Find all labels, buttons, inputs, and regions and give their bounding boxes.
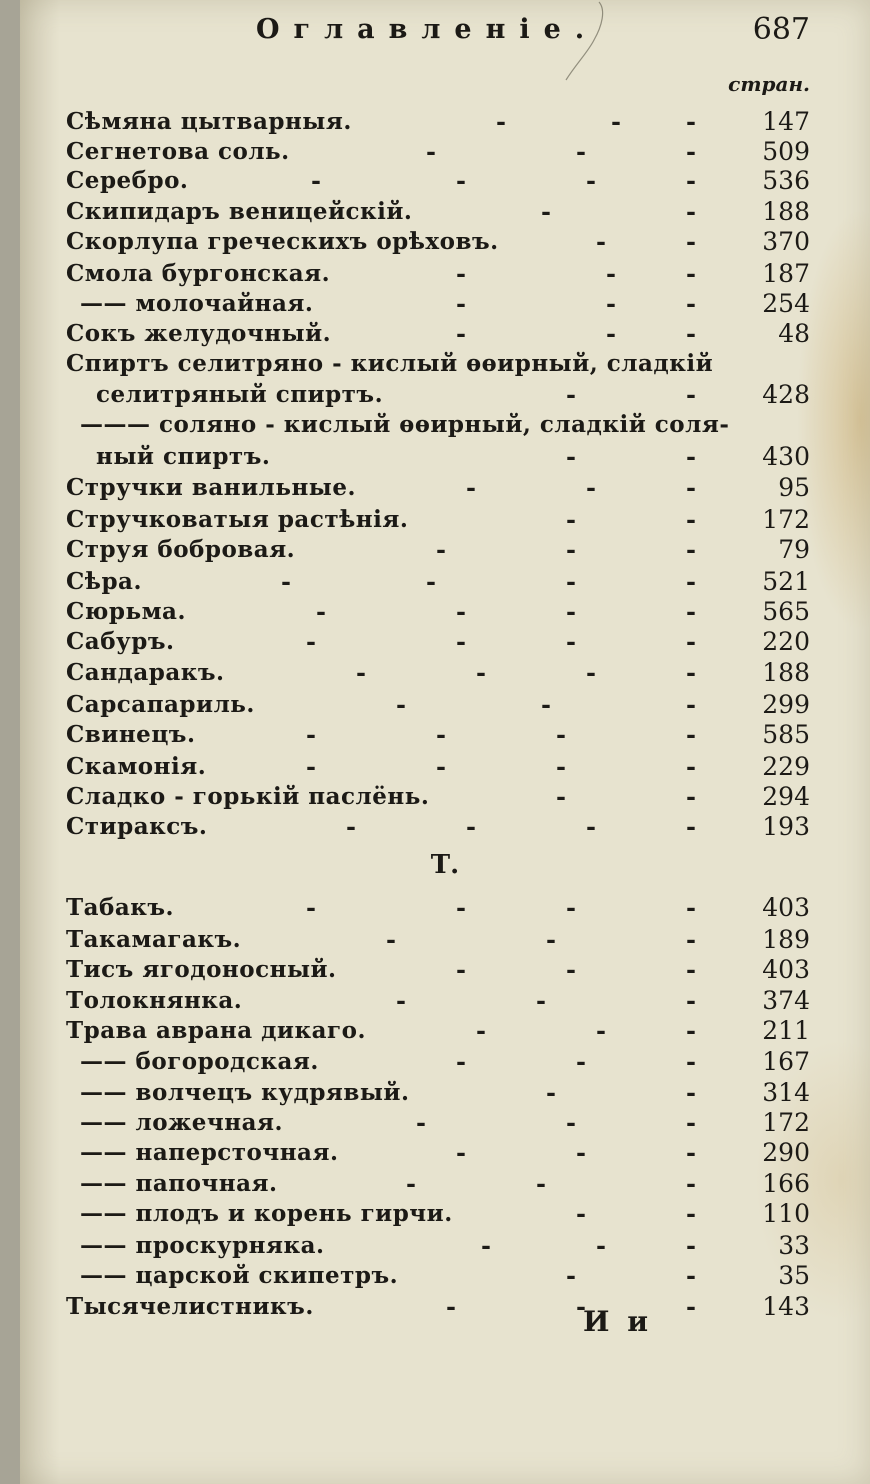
leader-dash: - xyxy=(566,955,576,984)
entry-page-number: 95 xyxy=(778,473,810,502)
leader-dash: - xyxy=(586,658,596,687)
leader-dash: - xyxy=(466,812,476,841)
entry-page-number: 48 xyxy=(778,319,810,348)
leader-dash: - xyxy=(686,597,696,626)
leader-dash: - xyxy=(686,289,696,318)
toc-entry xyxy=(66,955,810,985)
entry-page-number: 370 xyxy=(762,227,810,256)
entry-page-number: 220 xyxy=(762,627,810,656)
leader-dash: - xyxy=(446,1292,456,1321)
leader-dash: - xyxy=(686,690,696,719)
toc-entry xyxy=(66,720,810,750)
entry-page-number: 188 xyxy=(762,658,810,687)
leader-dash: - xyxy=(686,658,696,687)
leader-dash: - xyxy=(576,1199,586,1228)
leader-dash: - xyxy=(686,259,696,288)
section-heading-t: Т. xyxy=(430,850,460,880)
toc-entry xyxy=(66,380,810,410)
leader-dash: - xyxy=(686,1138,696,1167)
toc-entry xyxy=(66,658,810,688)
toc-entry xyxy=(66,410,810,440)
entry-page-number: 211 xyxy=(762,1016,810,1045)
leader-dash: - xyxy=(686,380,696,409)
toc-entry xyxy=(66,349,810,379)
leader-dash: - xyxy=(566,893,576,922)
entry-page-number: 299 xyxy=(762,690,810,719)
entry-term: Стручки ванильные. xyxy=(66,474,357,501)
leader-dash: - xyxy=(306,627,316,656)
entry-page-number: 229 xyxy=(762,752,810,781)
entry-term: ный спиртъ. xyxy=(96,443,271,470)
leader-dash: - xyxy=(686,720,696,749)
entry-page-number: 172 xyxy=(762,1108,810,1137)
leader-dash: - xyxy=(606,259,616,288)
toc-entry xyxy=(66,1169,810,1199)
leader-dash: - xyxy=(611,107,621,136)
entry-page-number: 290 xyxy=(762,1138,810,1167)
entry-term: Сарсапариль. xyxy=(66,691,255,718)
leader-dash: - xyxy=(686,1108,696,1137)
entry-page-number: 187 xyxy=(762,259,810,288)
leader-dash: - xyxy=(311,166,321,195)
leader-dash: - xyxy=(556,752,566,781)
leader-dash: - xyxy=(456,319,466,348)
leader-dash: - xyxy=(566,567,576,596)
leader-dash: - xyxy=(566,442,576,471)
entry-term: Трава аврана дикаго. xyxy=(66,1017,366,1044)
toc-entry xyxy=(66,1047,810,1077)
entry-term: Сюрьма. xyxy=(66,598,186,625)
entry-term: Стручковатыя растѣнія. xyxy=(66,506,409,533)
entry-term: Толокнянка. xyxy=(66,987,243,1014)
entry-term: —— папочная. xyxy=(80,1170,278,1197)
entry-term: ——— соляно - кислый ѳѳирный, сладкій соля- xyxy=(80,411,730,438)
leader-dash: - xyxy=(576,1047,586,1076)
leader-dash: - xyxy=(576,137,586,166)
leader-dash: - xyxy=(456,1138,466,1167)
leader-dash: - xyxy=(541,690,551,719)
entry-term: —— плодъ и корень гирчи. xyxy=(80,1200,453,1227)
entry-term: Скипидаръ веницейскій. xyxy=(66,198,413,225)
leader-dash: - xyxy=(466,473,476,502)
entry-page-number: 166 xyxy=(762,1169,810,1198)
entry-page-number: 147 xyxy=(762,107,810,136)
leader-dash: - xyxy=(606,319,616,348)
entry-term: Спиртъ селитряно - кислый ѳѳирный, сладкій xyxy=(66,350,714,377)
leader-dash: - xyxy=(566,1261,576,1290)
leader-dash: - xyxy=(566,597,576,626)
toc-entry xyxy=(66,690,810,720)
entry-page-number: 167 xyxy=(762,1047,810,1076)
leader-dash: - xyxy=(456,289,466,318)
leader-dash: - xyxy=(686,752,696,781)
entry-term: —— проскурняка. xyxy=(80,1232,325,1259)
leader-dash: - xyxy=(456,627,466,656)
leader-dash: - xyxy=(686,505,696,534)
leader-dash: - xyxy=(426,137,436,166)
toc-entry xyxy=(66,1138,810,1168)
entry-term: Сабуръ. xyxy=(66,628,175,655)
entry-page-number: 403 xyxy=(762,955,810,984)
entry-page-number: 314 xyxy=(762,1078,810,1107)
toc-entry xyxy=(66,812,810,842)
leader-dash: - xyxy=(576,1292,586,1321)
entry-term: Сандаракъ. xyxy=(66,659,225,686)
entry-page-number: 428 xyxy=(762,380,810,409)
pencil-mark-icon xyxy=(554,0,614,90)
toc-entry xyxy=(66,782,810,812)
page-number: 687 xyxy=(752,12,810,47)
toc-entry xyxy=(66,1199,810,1229)
leader-dash: - xyxy=(686,627,696,656)
toc-entry xyxy=(66,925,810,955)
entry-term: Табакъ. xyxy=(66,894,175,921)
leader-dash: - xyxy=(536,986,546,1015)
toc-entry xyxy=(66,137,810,167)
leader-dash: - xyxy=(436,535,446,564)
toc-entry xyxy=(66,1078,810,1108)
leader-dash: - xyxy=(456,259,466,288)
entry-term: селитряный спиртъ. xyxy=(96,381,384,408)
leader-dash: - xyxy=(686,1292,696,1321)
leader-dash: - xyxy=(426,567,436,596)
leader-dash: - xyxy=(456,1047,466,1076)
entry-term: Сокъ желудочный. xyxy=(66,320,332,347)
leader-dash: - xyxy=(686,227,696,256)
leader-dash: - xyxy=(686,107,696,136)
leader-dash: - xyxy=(496,107,506,136)
entry-term: Такамагакъ. xyxy=(66,926,242,953)
leader-dash: - xyxy=(281,567,291,596)
leader-dash: - xyxy=(686,1199,696,1228)
leader-dash: - xyxy=(566,1108,576,1137)
leader-dash: - xyxy=(306,720,316,749)
toc-entry xyxy=(66,752,810,782)
leader-dash: - xyxy=(456,597,466,626)
leader-dash: - xyxy=(476,658,486,687)
leader-dash: - xyxy=(396,690,406,719)
leader-dash: - xyxy=(596,1231,606,1260)
toc-entry xyxy=(66,535,810,565)
leader-dash: - xyxy=(456,893,466,922)
leader-dash: - xyxy=(686,137,696,166)
leader-dash: - xyxy=(596,227,606,256)
entry-page-number: 403 xyxy=(762,893,810,922)
entry-term: Сегнетова соль. xyxy=(66,138,290,165)
leader-dash: - xyxy=(556,782,566,811)
toc-entry xyxy=(66,1261,810,1291)
entry-page-number: 35 xyxy=(778,1261,810,1290)
leader-dash: - xyxy=(396,986,406,1015)
entry-page-number: 521 xyxy=(762,567,810,596)
entry-page-number: 110 xyxy=(762,1199,810,1228)
entry-term: Тысячелистникъ. xyxy=(66,1293,314,1320)
page-title: Оглавленіе. xyxy=(256,14,599,45)
leader-dash: - xyxy=(686,442,696,471)
leader-dash: - xyxy=(546,1078,556,1107)
leader-dash: - xyxy=(686,197,696,226)
leader-dash: - xyxy=(686,567,696,596)
leader-dash: - xyxy=(306,752,316,781)
leader-dash: - xyxy=(586,812,596,841)
entry-page-number: 254 xyxy=(762,289,810,318)
toc-entry xyxy=(66,505,810,535)
leader-dash: - xyxy=(576,1138,586,1167)
leader-dash: - xyxy=(686,1016,696,1045)
toc-entry xyxy=(66,1108,810,1138)
entry-page-number: 33 xyxy=(778,1231,810,1260)
leader-dash: - xyxy=(436,752,446,781)
leader-dash: - xyxy=(416,1108,426,1137)
leader-dash: - xyxy=(686,986,696,1015)
catchword: И и xyxy=(583,1305,652,1338)
leader-dash: - xyxy=(406,1169,416,1198)
entry-page-number: 294 xyxy=(762,782,810,811)
toc-entry xyxy=(66,319,810,349)
entry-term: —— волчецъ кудрявый. xyxy=(80,1079,410,1106)
column-label-pages: стран. xyxy=(728,72,810,96)
leader-dash: - xyxy=(686,925,696,954)
entry-term: Сѣмяна цытварныя. xyxy=(66,108,352,135)
entry-page-number: 143 xyxy=(762,1292,810,1321)
leader-dash: - xyxy=(686,473,696,502)
leader-dash: - xyxy=(306,893,316,922)
leader-dash: - xyxy=(456,955,466,984)
leader-dash: - xyxy=(686,782,696,811)
entry-term: Сѣра. xyxy=(66,568,142,595)
leader-dash: - xyxy=(476,1016,486,1045)
leader-dash: - xyxy=(686,1169,696,1198)
entry-page-number: 430 xyxy=(762,442,810,471)
leader-dash: - xyxy=(316,597,326,626)
toc-entry xyxy=(66,227,810,257)
leader-dash: - xyxy=(456,166,466,195)
leader-dash: - xyxy=(586,166,596,195)
leader-dash: - xyxy=(481,1231,491,1260)
toc-entry xyxy=(66,259,810,289)
entry-term: Стираксъ. xyxy=(66,813,208,840)
entry-term: Смола бургонская. xyxy=(66,260,331,287)
leader-dash: - xyxy=(686,812,696,841)
leader-dash: - xyxy=(546,925,556,954)
leader-dash: - xyxy=(606,289,616,318)
leader-dash: - xyxy=(686,535,696,564)
toc-entry xyxy=(66,473,810,503)
toc-entry xyxy=(66,442,810,472)
leader-dash: - xyxy=(686,166,696,195)
leader-dash: - xyxy=(566,627,576,656)
toc-entry xyxy=(66,166,810,196)
toc-entry xyxy=(66,197,810,227)
toc-entry xyxy=(66,567,810,597)
entry-term: —— молочайная. xyxy=(80,290,314,317)
toc-entry xyxy=(66,893,810,923)
leader-dash: - xyxy=(386,925,396,954)
entry-term: —— ложечная. xyxy=(80,1109,283,1136)
leader-dash: - xyxy=(686,1261,696,1290)
leader-dash: - xyxy=(686,319,696,348)
entry-term: Струя бобровая. xyxy=(66,536,296,563)
toc-entry xyxy=(66,1016,810,1046)
leader-dash: - xyxy=(686,955,696,984)
entry-page-number: 509 xyxy=(762,137,810,166)
leader-dash: - xyxy=(566,535,576,564)
leader-dash: - xyxy=(686,1047,696,1076)
leader-dash: - xyxy=(541,197,551,226)
entry-page-number: 193 xyxy=(762,812,810,841)
entry-term: Скорлупа греческихъ орѣховъ. xyxy=(66,228,499,255)
leader-dash: - xyxy=(566,380,576,409)
entry-page-number: 565 xyxy=(762,597,810,626)
leader-dash: - xyxy=(566,505,576,534)
entry-page-number: 188 xyxy=(762,197,810,226)
toc-entry xyxy=(66,289,810,319)
entry-page-number: 374 xyxy=(762,986,810,1015)
toc-entry xyxy=(66,597,810,627)
book-page xyxy=(20,0,870,1484)
leader-dash: - xyxy=(686,893,696,922)
entry-term: —— наперсточная. xyxy=(80,1139,339,1166)
entry-page-number: 189 xyxy=(762,925,810,954)
leader-dash: - xyxy=(596,1016,606,1045)
entry-page-number: 79 xyxy=(778,535,810,564)
leader-dash: - xyxy=(346,812,356,841)
toc-entry xyxy=(66,986,810,1016)
entry-term: —— богородская. xyxy=(80,1048,319,1075)
leader-dash: - xyxy=(686,1231,696,1260)
leader-dash: - xyxy=(686,1078,696,1107)
entry-term: Сладко - горькій паслёнь. xyxy=(66,783,430,810)
entry-term: —— царской скипетръ. xyxy=(80,1262,399,1289)
entry-term: Свинецъ. xyxy=(66,721,196,748)
toc-entry xyxy=(66,107,810,137)
leader-dash: - xyxy=(586,473,596,502)
page-header xyxy=(20,14,870,54)
leader-dash: - xyxy=(536,1169,546,1198)
toc-entry xyxy=(66,627,810,657)
entry-term: Тисъ ягодоносный. xyxy=(66,956,337,983)
leader-dash: - xyxy=(436,720,446,749)
leader-dash: - xyxy=(356,658,366,687)
toc-entry xyxy=(66,1231,810,1261)
toc-entry xyxy=(66,1292,810,1322)
entry-page-number: 172 xyxy=(762,505,810,534)
entry-term: Скамонія. xyxy=(66,753,207,780)
entry-page-number: 585 xyxy=(762,720,810,749)
entry-page-number: 536 xyxy=(762,166,810,195)
leader-dash: - xyxy=(556,720,566,749)
entry-term: Серебро. xyxy=(66,167,189,194)
